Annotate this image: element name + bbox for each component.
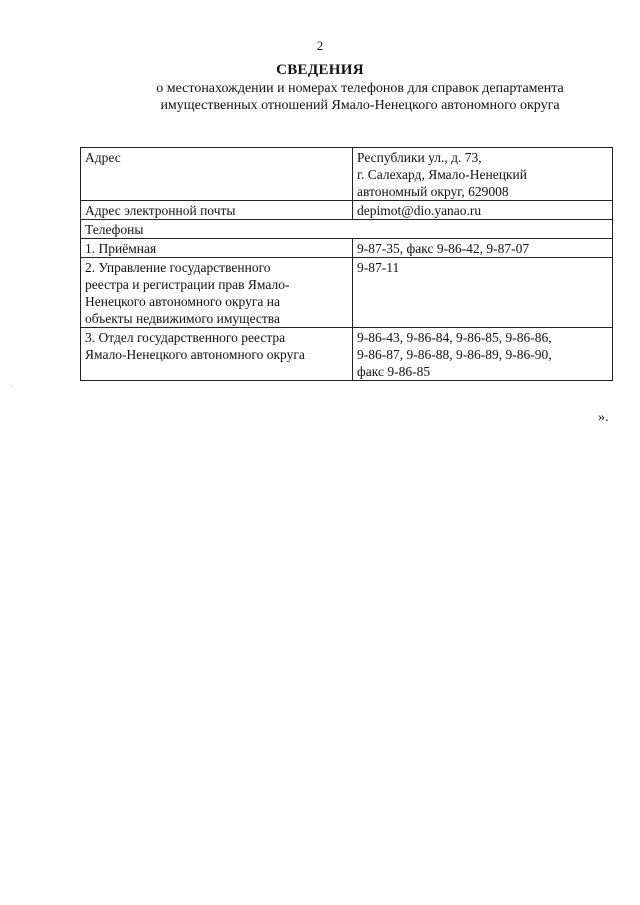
page-number: 2	[316, 38, 324, 53]
phone-value	[353, 239, 613, 258]
phone-label-line: 2. Управление государственного	[85, 260, 271, 275]
margin-dot: ·	[10, 382, 13, 391]
phone-value	[353, 258, 613, 328]
phone-label-line: объекты недвижимого имущества	[85, 311, 280, 326]
phone-label-line: реестра и регистрации прав Ямало-	[85, 277, 290, 292]
address-value	[353, 148, 613, 201]
email-label: Адрес электронной почты	[81, 201, 353, 220]
subtitle-line: имущественных отношений Ямало-Ненецкого автономного округа	[160, 98, 560, 113]
email-row	[81, 201, 613, 220]
phone-row-registration-department	[81, 258, 613, 328]
phone-label	[81, 239, 353, 258]
phone-label	[81, 328, 353, 381]
email-value: depimot@dio.yanao.ru	[353, 201, 613, 220]
phone-label-line: 1. Приёмная	[85, 241, 157, 256]
phone-value	[353, 328, 613, 381]
address-row	[81, 148, 613, 201]
phone-value-line: 9-87-11	[357, 260, 400, 275]
contact-info-table	[80, 147, 613, 381]
phone-label-line: Ненецкого автономного округа на	[85, 294, 280, 309]
address-label: Адрес	[81, 148, 353, 201]
phone-value-line: 9-87-35, факс 9-86-42, 9-87-07	[357, 241, 530, 256]
phone-label	[81, 258, 353, 328]
phones-header: Телефоны	[81, 220, 613, 239]
phones-header-row	[81, 220, 613, 239]
phone-label-line: 3. Отдел государственного реестра	[85, 330, 286, 345]
document-subtitle	[80, 80, 640, 114]
phone-value-line: 9-86-87, 9-86-88, 9-86-89, 9-86-90,	[357, 347, 552, 362]
document-title: СВЕДЕНИЯ	[276, 62, 364, 78]
subtitle-line: о местонахождении и номерах телефонов для справок департамента	[156, 81, 564, 96]
address-line: автономный округ, 629008	[357, 184, 509, 199]
address-line: г. Салехард, Ямало-Ненецкий	[357, 167, 527, 182]
phone-row-reception	[81, 239, 613, 258]
address-line: Республики ул., д. 73,	[357, 150, 482, 165]
closing-quote-mark: ».	[598, 410, 609, 425]
phone-label-line: Ямало-Ненецкого автономного округа	[85, 347, 305, 362]
phone-row-registry-division	[81, 328, 613, 381]
phone-value-line: 9-86-43, 9-86-84, 9-86-85, 9-86-86,	[357, 330, 552, 345]
phone-value-line: факс 9-86-85	[357, 364, 431, 379]
